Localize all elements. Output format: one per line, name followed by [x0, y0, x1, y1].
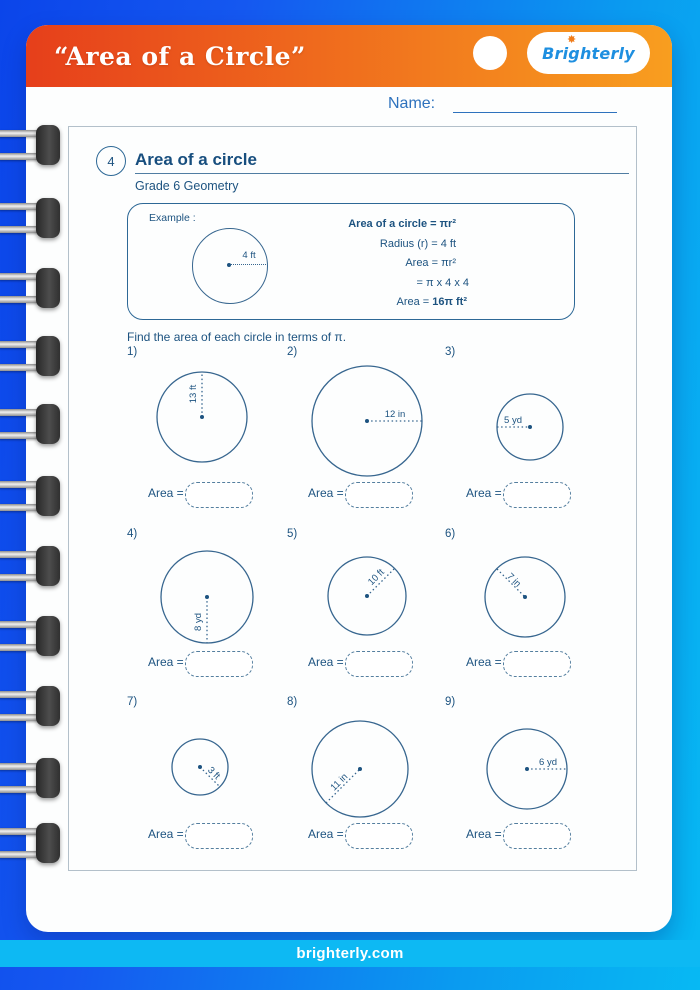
problem-4-figure — [127, 542, 287, 662]
svg-text:10 ft: 10 ft — [365, 566, 387, 588]
area-label: Area = — [308, 827, 344, 841]
name-row — [26, 95, 672, 119]
svg-text:8 yd: 8 yd — [193, 613, 204, 631]
example-radius-line — [229, 264, 266, 265]
example-radius-label: 4 ft — [242, 250, 256, 261]
problem-1 — [127, 346, 299, 514]
sunburst-icon: ✸ — [567, 34, 577, 46]
problem-2 — [287, 346, 459, 514]
problem-9-figure — [445, 710, 605, 830]
binder-clip — [0, 546, 62, 586]
area-label: Area = — [466, 827, 502, 841]
answer-box-6[interactable] — [503, 651, 571, 677]
svg-text:5 yd: 5 yd — [504, 415, 522, 426]
problem-5-figure — [287, 542, 447, 662]
answer-box-2[interactable] — [345, 482, 413, 508]
area-label: Area = — [308, 655, 344, 669]
example-center-dot — [227, 263, 231, 267]
svg-text:11 in: 11 in — [328, 771, 351, 794]
problem-number: 6) — [445, 528, 456, 540]
binder-clip — [0, 268, 62, 308]
problem-number: 8) — [287, 696, 298, 708]
area-label: Area = — [148, 486, 184, 500]
answer-box-9[interactable] — [503, 823, 571, 849]
problem-8-figure — [287, 710, 447, 830]
problem-6 — [445, 528, 617, 696]
problem-7-figure — [127, 710, 287, 830]
problem-6-figure — [445, 542, 605, 662]
problem-number: 9) — [445, 696, 456, 708]
problem-7 — [127, 696, 299, 864]
problem-2-figure — [287, 360, 447, 480]
worksheet-number-badge: 4 — [96, 146, 126, 176]
example-area-line1: Area = πr² — [405, 257, 456, 269]
problem-5 — [287, 528, 459, 696]
problem-number: 4) — [127, 528, 138, 540]
area-label: Area = — [466, 655, 502, 669]
name-label: Name: — [388, 95, 436, 112]
binder-clip — [0, 758, 62, 798]
area-label: Area = — [308, 486, 344, 500]
worksheet-title: Area of a circle — [135, 150, 257, 169]
example-area-line2: = π x 4 x 4 — [416, 276, 469, 289]
instruction-text: Find the area of each circle in terms of π. — [127, 330, 347, 344]
brand-name: Brighterly — [542, 43, 635, 63]
footer-url[interactable]: brighterly.com — [296, 945, 404, 962]
problem-number: 1) — [127, 346, 138, 358]
svg-text:12 in: 12 in — [384, 409, 406, 420]
binder-clip — [0, 476, 62, 516]
answer-box-5[interactable] — [345, 651, 413, 677]
svg-text:13 ft: 13 ft — [188, 384, 199, 404]
binder-clip — [0, 404, 62, 444]
problem-number: 3) — [445, 346, 456, 358]
binder-clip — [0, 125, 62, 165]
problem-3 — [445, 346, 617, 514]
problem-9 — [445, 696, 617, 864]
binder-clip — [0, 616, 62, 656]
example-box — [127, 203, 575, 320]
area-label: Area = — [148, 827, 184, 841]
answer-box-7[interactable] — [185, 823, 253, 849]
answer-box-8[interactable] — [345, 823, 413, 849]
binder-clip — [0, 823, 62, 863]
example-area-line3: Area = 16π ft² — [396, 296, 467, 308]
header-banner — [26, 25, 672, 87]
page-title: “Area of a Circle” — [54, 42, 306, 71]
example-formula: Area of a circle = πr² — [348, 218, 456, 230]
answer-box-4[interactable] — [185, 651, 253, 677]
binder-clip — [0, 336, 62, 376]
svg-text:7 in: 7 in — [504, 571, 523, 590]
area-label: Area = — [466, 486, 502, 500]
worksheet-subtitle: Grade 6 Geometry — [135, 179, 239, 193]
svg-text:6 yd: 6 yd — [539, 757, 557, 768]
footer-band — [0, 940, 700, 967]
title-underline — [135, 173, 629, 174]
problem-number: 5) — [287, 528, 298, 540]
example-radius-line-text: Radius (r) = 4 ft — [379, 237, 456, 250]
problem-number: 2) — [287, 346, 298, 358]
logo-circle — [473, 36, 507, 70]
problem-1-figure — [127, 360, 287, 480]
binder-clip — [0, 686, 62, 726]
problem-8 — [287, 696, 459, 864]
binder-clip — [0, 198, 62, 238]
problem-number: 7) — [127, 696, 138, 708]
example-label: Example : — [149, 212, 196, 224]
answer-box-1[interactable] — [185, 482, 253, 508]
brand-logo[interactable] — [527, 32, 650, 74]
answer-box-3[interactable] — [503, 482, 571, 508]
problem-4 — [127, 528, 299, 696]
area-label: Area = — [148, 655, 184, 669]
name-input-line[interactable] — [453, 112, 617, 113]
problem-3-figure — [445, 360, 605, 480]
svg-text:3 ft: 3 ft — [205, 764, 223, 782]
example-solution — [348, 215, 469, 313]
